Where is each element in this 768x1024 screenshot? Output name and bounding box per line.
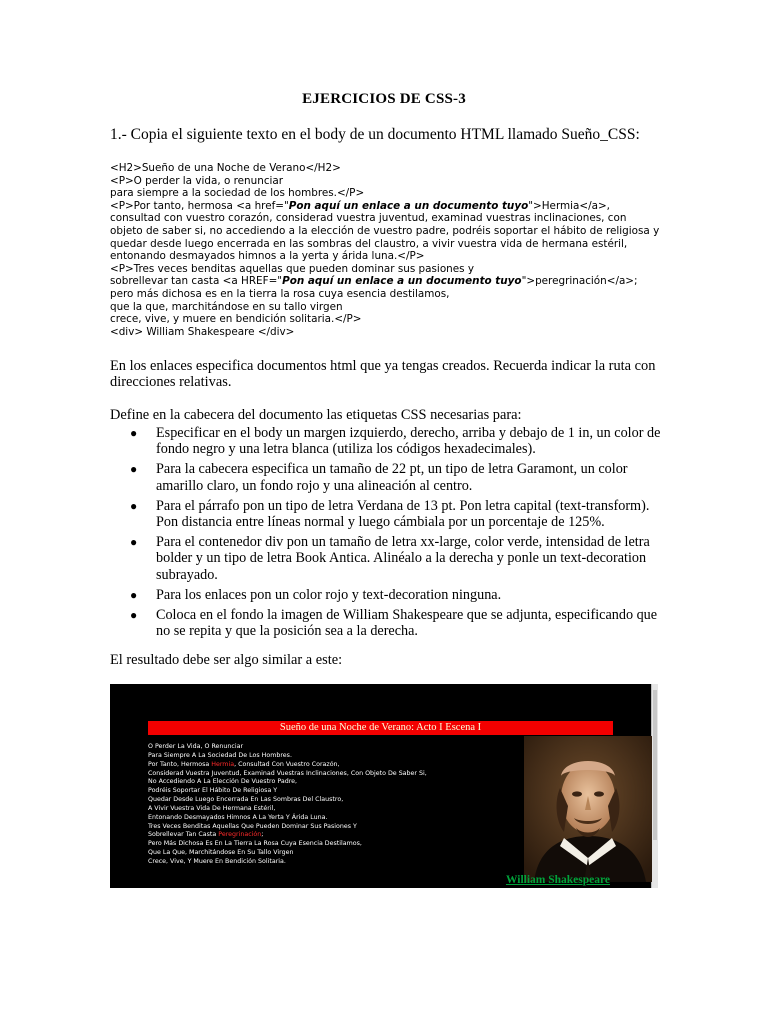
bullet-icon: ● bbox=[130, 462, 138, 477]
code-fragment: sobrellevar tan casta <a HREF=" bbox=[110, 275, 283, 288]
text-line bbox=[148, 761, 528, 770]
text-line: Tres Veces Benditas Aquellas Que Pueden Dominar Sus Pasiones Y bbox=[148, 822, 357, 830]
result-screenshot bbox=[110, 684, 658, 888]
text-fragment: Por Tanto, Hermosa bbox=[148, 760, 212, 768]
bullet-icon: ● bbox=[130, 608, 138, 623]
screenshot-paragraph bbox=[148, 743, 528, 867]
text-line: A Vivir Vuestra Vida De Hermana Estéril, bbox=[148, 804, 276, 812]
code-line: quedar desde luego encerrada en las sombras del claustro, a vivir vuestra vida de hermana estéril, bbox=[110, 237, 628, 250]
text-line: Pero Más Dichosa Es En La Tierra La Rosa Cuya Esencia Destilamos, bbox=[148, 840, 362, 848]
text-fragment: ; bbox=[261, 831, 264, 839]
code-line: <P>Tres veces benditas aquellas que pueden dominar sus pasiones y bbox=[110, 262, 475, 275]
list-item bbox=[110, 425, 665, 457]
code-line: crece, vive, y muere en bendición solitaria.</P> bbox=[110, 313, 362, 326]
text-line: No Accediendo A La Elección De Vuestro Padre, bbox=[148, 778, 298, 786]
code-fragment: ">peregrinación</a>; bbox=[521, 275, 638, 288]
code-fragment: <P>Por tanto, hermosa <a href=" bbox=[110, 199, 289, 212]
text-line bbox=[148, 831, 528, 840]
text-line: Crece, Vive, Y Muere En Bendición Solitaria. bbox=[148, 857, 286, 865]
hermia-link[interactable]: Hermia bbox=[211, 760, 235, 768]
document-title: EJERCICIOS DE CSS-3 bbox=[302, 91, 466, 107]
text-line: Entonando Desmayados Himnos A La Yerta Y Árida Luna. bbox=[148, 813, 328, 821]
list-item-text: Para el párrafo pon un tipo de letra Verdana de 13 pt. Pon letra capital (text-transform). Pon distancia entre líneas normal y luego cámbiala por un porcentaje de 125%. bbox=[156, 497, 650, 531]
code-line: consultad con vuestro corazón, considerad vuestra juventud, examinad vuestras inclinaciones, con bbox=[110, 212, 627, 225]
text-fragment: Sobrellevar Tan Casta bbox=[148, 831, 219, 839]
text-fragment: , Consultad Con Vuestro Corazón, bbox=[234, 760, 340, 768]
signature: William Shakespeare bbox=[505, 874, 611, 886]
code-fragment: ">Hermia</a>, bbox=[528, 199, 610, 212]
code-line bbox=[110, 275, 670, 288]
code-line bbox=[110, 200, 670, 213]
code-line: objeto de saber si, no accediendo a la elección de vuestro padre, podréis soportar el hábito de religiosa y bbox=[110, 224, 660, 237]
code-placeholder: Pon aquí un enlace a un documento tuyo bbox=[282, 275, 522, 288]
list-item-text: Especificar en el body un margen izquierdo, derecho, arriba y debajo de 1 in, un color de fondo negro y una letra blanca (utiliza los códigos hexadecimales). bbox=[156, 425, 661, 458]
list-item bbox=[110, 587, 665, 603]
bullet-icon: ● bbox=[130, 498, 138, 513]
shakespeare-portrait bbox=[524, 736, 652, 882]
code-line: <H2>Sueño de una Noche de Verano</H2> bbox=[110, 162, 341, 174]
bullet-icon: ● bbox=[130, 587, 138, 602]
code-placeholder: Pon aquí un enlace a un documento tuyo bbox=[288, 199, 529, 212]
text-line: Considerad Vuestra Juventud, Examinad Vuestras Inclinaciones, Con Objeto De Saber Si, bbox=[148, 769, 427, 777]
code-line: para siempre a la sociedad de los hombres.</P> bbox=[110, 187, 365, 200]
code-line: pero más dichosa es en la tierra la rosa cuya esencia destilamos, bbox=[110, 287, 450, 300]
peregrinacion-link[interactable]: Peregrinación bbox=[218, 831, 262, 839]
list-item-text: Coloca en el fondo la imagen de William Shakespeare que se adjunta, especificando que no se repita y que la posición sea a la derecha. bbox=[156, 607, 658, 640]
code-line: <div> William Shakespeare </div> bbox=[110, 325, 295, 338]
text-line: Quedar Desde Luego Encerrada En Las Sombras Del Claustro, bbox=[148, 796, 344, 804]
scrollbar-thumb[interactable] bbox=[653, 690, 657, 840]
define-instruction: Define en la cabecera del documento las etiquetas CSS necesarias para: bbox=[110, 407, 522, 423]
requirements-list bbox=[110, 425, 665, 643]
links-instruction: En los enlaces especifica documentos html que ya tengas creados. Recuerda indicar la ruta con direcciones relativas. bbox=[110, 358, 656, 391]
bullet-icon: ● bbox=[130, 535, 138, 550]
list-item bbox=[110, 461, 665, 493]
screenshot-header: Sueño de una Noche de Verano: Acto I Escena I bbox=[148, 721, 613, 735]
list-item-text: Para la cabecera especifica un tamaño de 22 pt, un tipo de letra Garamont, un color amarillo claro, un fondo rojo y una alineación al centro. bbox=[156, 461, 628, 494]
code-line: entonando desmayados himnos a la yerta y árida luna.</P> bbox=[110, 250, 425, 263]
text-line: Para Siempre A La Sociedad De Los Hombres. bbox=[148, 751, 292, 759]
text-line: Que La Que, Marchitándose En Su Tallo Virgen bbox=[148, 849, 294, 857]
list-item-text: Para el contenedor div pon un tamaño de letra xx-large, color verde, intensidad de letra bolder y un tipo de letra Book Antica. Alinéalo a la derecha y ponle un text-decoration subrayado. bbox=[156, 534, 650, 583]
text-line: O Perder La Vida, O Renunciar bbox=[148, 743, 244, 750]
list-item bbox=[110, 534, 665, 583]
scrollbar[interactable] bbox=[651, 684, 658, 888]
result-caption: El resultado debe ser algo similar a este: bbox=[110, 652, 343, 668]
text-line: Podréis Soportar El Hábito De Religiosa Y bbox=[148, 787, 278, 795]
code-line: <P>O perder la vida, o renunciar bbox=[110, 174, 284, 187]
code-line: que la que, marchitándose en su tallo virgen bbox=[110, 300, 343, 313]
list-item-text: Para los enlaces pon un color rojo y text-decoration ninguna. bbox=[156, 586, 502, 603]
list-item bbox=[110, 607, 665, 639]
bullet-icon: ● bbox=[130, 426, 138, 440]
exercise-intro: 1.- Copia el siguiente texto en el body de un documento HTML llamado Sueño_CSS: bbox=[110, 126, 640, 143]
code-block bbox=[110, 162, 670, 338]
list-item bbox=[110, 498, 665, 530]
